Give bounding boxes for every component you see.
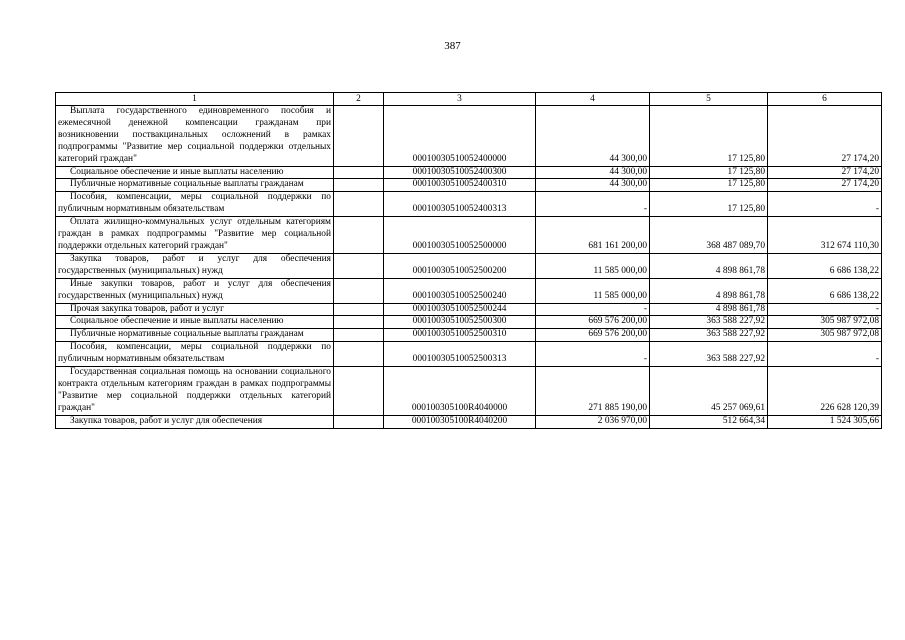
row-value-4-cell: -	[536, 342, 650, 367]
row-value-5-cell: 17 125,80	[650, 179, 768, 192]
row-value-5-cell: 363 588 227,92	[650, 316, 768, 329]
row-name-text: Социальное обеспечение и иные выплаты населению	[70, 166, 284, 177]
row-col2-cell	[334, 253, 384, 278]
table-row	[56, 316, 882, 329]
row-col2-cell	[334, 192, 384, 217]
table-row	[56, 342, 882, 367]
row-value-6-cell: 27 174,20	[768, 179, 882, 192]
table-row	[56, 303, 882, 316]
row-code-cell: 00010030510052400313	[384, 192, 536, 217]
row-col2-cell	[334, 106, 384, 167]
row-name-cell	[56, 316, 334, 329]
row-value-5-cell: 4 898 861,78	[650, 303, 768, 316]
row-value-6-cell: -	[768, 342, 882, 367]
row-name-text: Пособия, компенсации, меры социальной поддержки по публичным нормативным обязательствам	[58, 342, 331, 365]
row-value-5-cell: 363 588 227,92	[650, 342, 768, 367]
row-name-cell	[56, 166, 334, 179]
row-code-cell: 00010030510052400310	[384, 179, 536, 192]
row-name-cell	[56, 253, 334, 278]
row-name-cell	[56, 106, 334, 167]
table-row	[56, 166, 882, 179]
row-name-text: Социальное обеспечение и иные выплаты населению	[70, 316, 284, 327]
table-row	[56, 278, 882, 303]
row-value-4-cell: 271 885 190,00	[536, 367, 650, 416]
row-value-4-cell: 681 161 200,00	[536, 217, 650, 254]
table-row	[56, 253, 882, 278]
table-row	[56, 367, 882, 416]
table-row	[56, 192, 882, 217]
row-name-text: Публичные нормативные социальные выплаты гражданам	[70, 329, 304, 340]
row-value-4-cell: 11 585 000,00	[536, 278, 650, 303]
row-value-5-cell: 17 125,80	[650, 106, 768, 167]
row-name-text: Закупка товаров, работ и услуг для обеспечения государственных (муниципальных) нужд	[58, 253, 331, 276]
row-col2-cell	[334, 278, 384, 303]
row-name-cell	[56, 192, 334, 217]
row-code-cell: 00010030510052500244	[384, 303, 536, 316]
row-value-5-cell: 4 898 861,78	[650, 253, 768, 278]
row-value-5-cell: 512 664,34	[650, 415, 768, 428]
row-col2-cell	[334, 367, 384, 416]
row-col2-cell	[334, 316, 384, 329]
row-name-text: Прочая закупка товаров, работ и услуг	[70, 303, 224, 314]
row-value-4-cell: 2 036 970,00	[536, 415, 650, 428]
row-value-4-cell: 44 300,00	[536, 166, 650, 179]
row-code-cell: 00010030510052500000	[384, 217, 536, 254]
row-name-cell	[56, 179, 334, 192]
row-name-text: Пособия, компенсации, меры социальной поддержки по публичным нормативным обязательствам	[58, 192, 331, 215]
header-col-5: 5	[650, 93, 768, 106]
row-value-6-cell: 305 987 972,08	[768, 329, 882, 342]
row-code-cell: 00010030510052500200	[384, 253, 536, 278]
row-col2-cell	[334, 342, 384, 367]
row-name-cell	[56, 278, 334, 303]
row-value-4-cell: 669 576 200,00	[536, 329, 650, 342]
row-name-cell	[56, 329, 334, 342]
table-row	[56, 217, 882, 254]
row-name-cell	[56, 303, 334, 316]
row-value-4-cell: 669 576 200,00	[536, 316, 650, 329]
row-value-5-cell: 363 588 227,92	[650, 329, 768, 342]
table-row	[56, 415, 882, 428]
row-col2-cell	[334, 179, 384, 192]
row-value-6-cell: 27 174,20	[768, 166, 882, 179]
row-value-4-cell: 11 585 000,00	[536, 253, 650, 278]
row-value-5-cell: 17 125,80	[650, 166, 768, 179]
row-name-text: Закупка товаров, работ и услуг для обеспечения	[70, 415, 263, 426]
table-row	[56, 329, 882, 342]
row-code-cell: 000100305100R4040200	[384, 415, 536, 428]
row-code-cell: 000100305100R4040000	[384, 367, 536, 416]
row-value-6-cell: -	[768, 192, 882, 217]
budget-table	[55, 92, 882, 429]
row-code-cell: 00010030510052400000	[384, 106, 536, 167]
row-col2-cell	[334, 329, 384, 342]
header-col-4: 4	[536, 93, 650, 106]
row-name-text: Выплата государственного единовременного пособия и ежемесячной денежной компенсации гражданам при возникновении поствакцинальных осложнений в рамках подпрограммы "Развитие мер социальной поддержки отдельных категорий граждан"	[58, 106, 331, 164]
row-value-4-cell: 44 300,00	[536, 106, 650, 167]
table-row	[56, 179, 882, 192]
row-col2-cell	[334, 415, 384, 428]
table-row	[56, 106, 882, 167]
row-col2-cell	[334, 303, 384, 316]
header-col-1: 1	[56, 93, 334, 106]
row-name-cell	[56, 342, 334, 367]
row-name-text: Иные закупки товаров, работ и услуг для обеспечения государственных (муниципальных) нужд	[58, 278, 331, 301]
row-name-cell	[56, 415, 334, 428]
row-code-cell: 00010030510052400300	[384, 166, 536, 179]
row-code-cell: 00010030510052500313	[384, 342, 536, 367]
row-value-6-cell: 6 686 138,22	[768, 253, 882, 278]
row-value-6-cell: 312 674 110,30	[768, 217, 882, 254]
row-value-6-cell: 1 524 305,66	[768, 415, 882, 428]
row-code-cell: 00010030510052500240	[384, 278, 536, 303]
header-row	[56, 93, 882, 106]
row-name-cell	[56, 217, 334, 254]
row-code-cell: 00010030510052500300	[384, 316, 536, 329]
row-name-text: Публичные нормативные социальные выплаты гражданам	[70, 179, 304, 190]
header-col-2: 2	[334, 93, 384, 106]
row-value-6-cell: 27 174,20	[768, 106, 882, 167]
row-name-cell	[56, 367, 334, 416]
row-name-text: Оплата жилищно-коммунальных услуг отдельным категориям граждан в рамках подпрограммы "Развитие мер социальной поддержки отдельных категорий граждан"	[58, 217, 331, 251]
row-code-cell: 00010030510052500310	[384, 329, 536, 342]
row-value-5-cell: 4 898 861,78	[650, 278, 768, 303]
row-col2-cell	[334, 166, 384, 179]
row-value-4-cell: -	[536, 303, 650, 316]
row-value-5-cell: 17 125,80	[650, 192, 768, 217]
row-value-6-cell: 226 628 120,39	[768, 367, 882, 416]
row-value-5-cell: 45 257 069,61	[650, 367, 768, 416]
row-value-5-cell: 368 487 089,70	[650, 217, 768, 254]
header-col-3: 3	[384, 93, 536, 106]
row-name-text: Государственная социальная помощь на основании социального контракта отдельным категориям граждан в рамках подпрограммы "Развитие мер социальной поддержки отдельных категорий граждан"	[58, 367, 331, 413]
row-value-4-cell: -	[536, 192, 650, 217]
page-number: 387	[444, 40, 461, 52]
row-value-6-cell: -	[768, 303, 882, 316]
header-col-6: 6	[768, 93, 882, 106]
row-value-4-cell: 44 300,00	[536, 179, 650, 192]
row-col2-cell	[334, 217, 384, 254]
row-value-6-cell: 6 686 138,22	[768, 278, 882, 303]
row-value-6-cell: 305 987 972,08	[768, 316, 882, 329]
